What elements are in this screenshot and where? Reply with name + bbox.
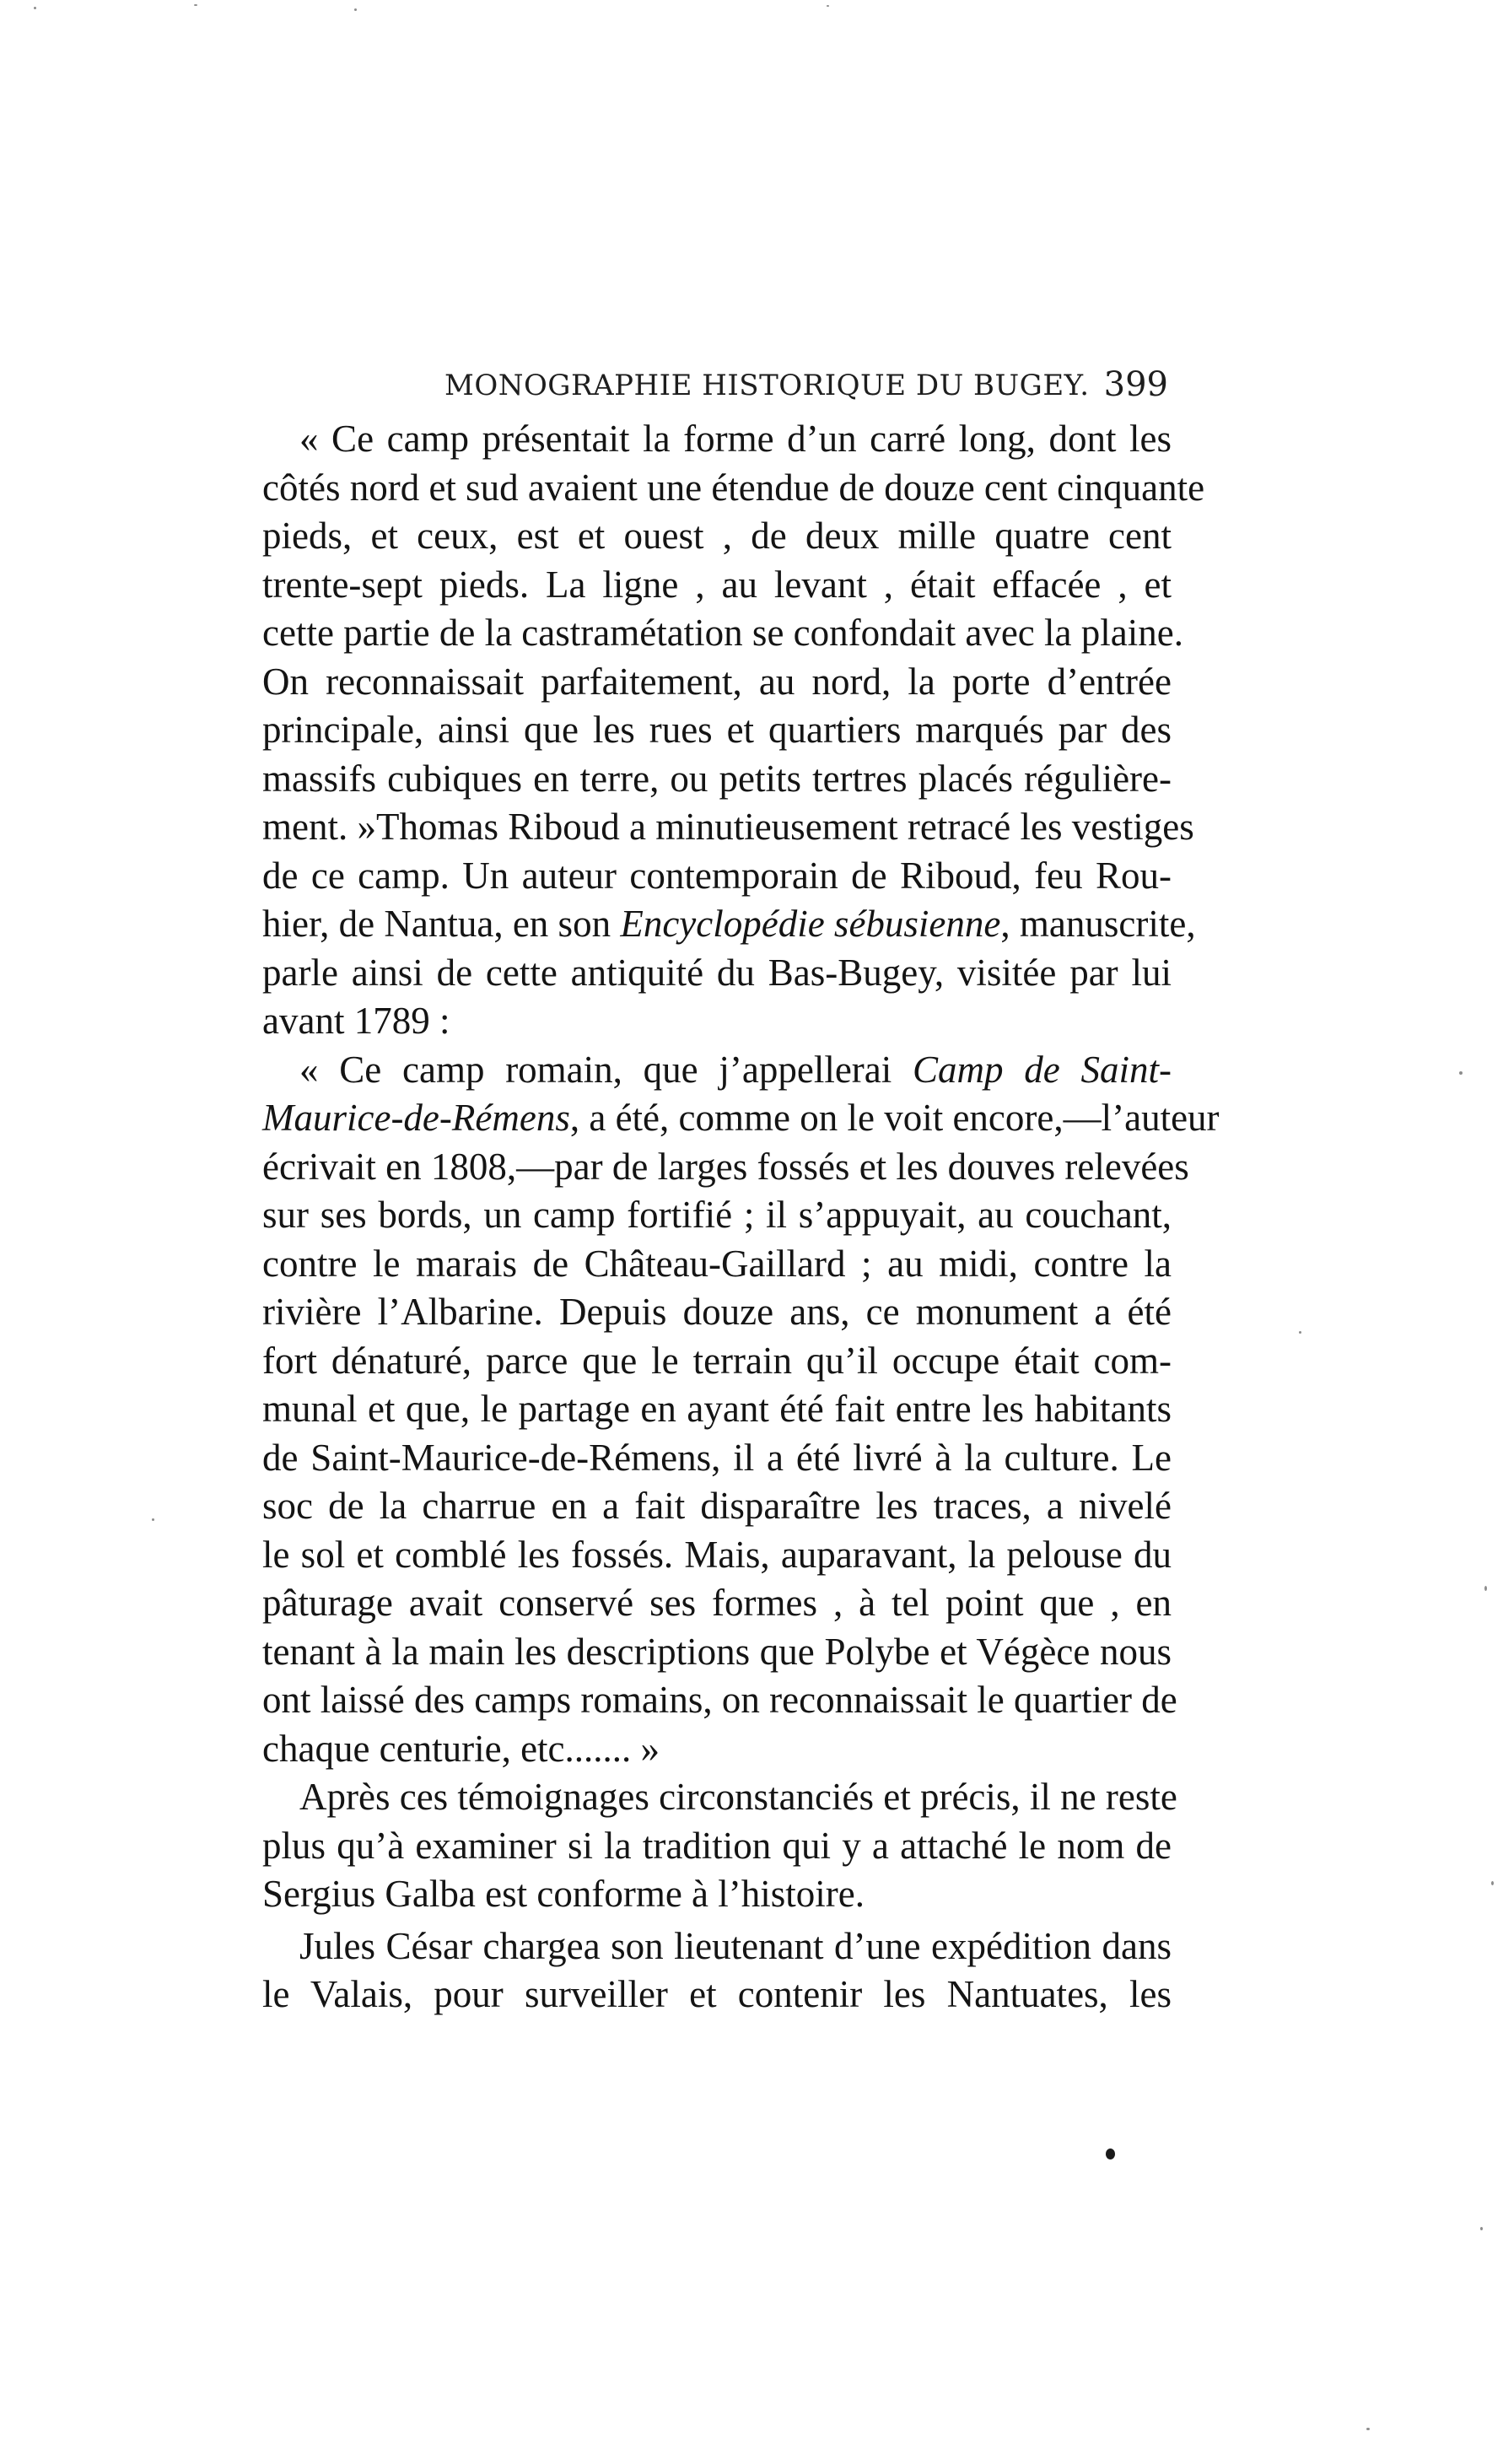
- line-text: « Ce camp romain, que j’appellerai: [299, 1048, 913, 1091]
- text-line: côtés nord et sud avaient une étendue de douze cent cinquante: [262, 466, 1205, 509]
- text-line: plus qu’à examiner si la tradition qui y a attaché le nom de: [262, 1824, 1172, 1867]
- print-speck: [827, 5, 829, 7]
- text-line: ment. »Thomas Riboud a minutieusement retracé les vestiges: [262, 806, 1194, 848]
- text-line: chaque centurie, etc....... »: [262, 1727, 660, 1770]
- line-text: , manuscrite,: [1000, 903, 1196, 945]
- text-line: [262, 1046, 1172, 1095]
- text-line: Après ces témoignages circonstanciés et précis, il ne reste: [299, 1776, 1177, 1818]
- text-line: [262, 852, 1172, 901]
- print-speck: [152, 1518, 154, 1521]
- running-head: MONOGRAPHIE HISTORIQUE DU BUGEY.: [444, 369, 1090, 402]
- text-line: massifs cubiques en terre, ou petits tertres placés régulière-: [262, 757, 1172, 800]
- line-text: hier, de Nantua, en son: [262, 903, 621, 945]
- text-line: [262, 1094, 1220, 1143]
- text-line: écrivait en 1808,—par de larges fossés et les douves relevées: [262, 1145, 1189, 1188]
- line-text: , a été, comme on le voit encore,—l’auteur: [569, 1097, 1220, 1139]
- print-speck: [1480, 2227, 1483, 2230]
- text-line: On reconnaissait parfaitement, au nord, la porte d’entrée: [262, 660, 1172, 703]
- text-line: rivière l’Albarine. Depuis douze ans, ce monument a été: [262, 1291, 1172, 1333]
- print-speck: [1484, 1586, 1487, 1591]
- book-title: Encyclopédie sébusienne: [620, 903, 1001, 945]
- text-line: le sol et comblé les fossés. Mais, auparavant, la pelouse du: [262, 1533, 1172, 1576]
- text-line: ont laissé des camps romains, on reconnaissait le quartier de: [262, 1679, 1177, 1721]
- text-line: sur ses bords, un camp fortifié ; il s’appuyait, au couchant,: [262, 1194, 1172, 1236]
- place-name: Maurice-de-Rémens: [262, 1097, 570, 1139]
- text-line: de Saint-Maurice-de-Rémens, il a été livré à la culture. Le: [262, 1436, 1172, 1479]
- line-text: de ce camp. Un auteur contemporain de Riboud, feu Rou-: [262, 854, 1172, 897]
- text-line: principale, ainsi que les rues et quartiers marqués par des: [262, 709, 1172, 751]
- text-line: le Valais, pour surveiller et contenir les Nantuates, les: [262, 1973, 1172, 2015]
- body-text: [262, 415, 1220, 2019]
- print-speck: [1459, 1071, 1463, 1075]
- text-line: Jules César chargea son lieutenant d’une expédition dans: [299, 1924, 1172, 1967]
- text-line: tenant à la main les descriptions que Polybe et Végèce nous: [262, 1630, 1172, 1673]
- place-name: Camp de Saint-: [913, 1048, 1172, 1091]
- text-line: parle ainsi de cette antiquité du Bas-Bugey, visitée par lui: [262, 951, 1172, 994]
- print-speck: [354, 8, 357, 11]
- text-line: trente-sept pieds. La ligne , au levant , était effacée , et: [262, 563, 1172, 606]
- page-header: [444, 365, 1168, 412]
- text-line: « Ce camp présentait la forme d’un carré long, dont les: [299, 418, 1172, 460]
- print-speck: [34, 7, 36, 9]
- print-speck: [194, 4, 197, 6]
- text-line: avant 1789 :: [262, 1000, 450, 1042]
- text-line: contre le marais de Château-Gaillard ; au midi, contre la: [262, 1242, 1172, 1285]
- text-line: munal et que, le partage en ayant été fait entre les habitants: [262, 1388, 1172, 1430]
- text-line: cette partie de la castramétation se confondait avec la plaine.: [262, 612, 1183, 654]
- ink-dot: [1106, 2149, 1115, 2159]
- text-line: Sergius Galba est conforme à l’histoire.: [262, 1873, 865, 1915]
- text-line: pâturage avait conservé ses formes , à tel point que , en: [262, 1582, 1172, 1624]
- text-line: fort dénaturé, parce que le terrain qu’il occupe était com-: [262, 1339, 1172, 1382]
- print-speck: [1491, 1881, 1494, 1885]
- text-line: soc de la charrue en a fait disparaître les traces, a nivelé: [262, 1485, 1172, 1527]
- page-number: 399: [1103, 365, 1168, 404]
- text-line: pieds, et ceux, est et ouest , de deux mille quatre cent: [262, 515, 1172, 557]
- text-line: [262, 900, 1196, 949]
- print-speck: [1366, 2428, 1370, 2430]
- print-speck: [1299, 1331, 1301, 1334]
